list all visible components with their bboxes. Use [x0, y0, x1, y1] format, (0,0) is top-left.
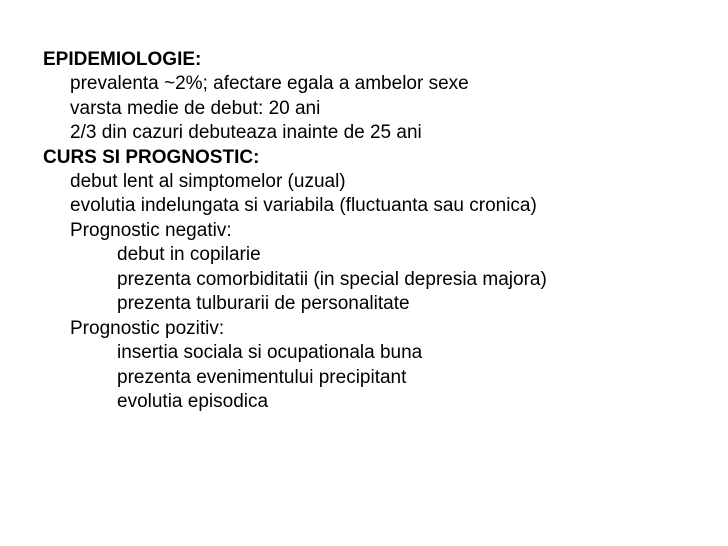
epidemiologie-line: prevalenta ~2%; afectare egala a ambelor sexe — [70, 73, 469, 94]
prognostic-negativ-item: debut in copilarie — [117, 244, 261, 265]
epidemiologie-line: varsta medie de debut: 20 ani — [70, 97, 321, 119]
prognostic-negativ-item: prezenta tulburarii de personalitate — [117, 293, 410, 314]
prognostic-negativ-item: prezenta comorbiditatii (in special depresia majora) — [117, 268, 547, 290]
section-heading-curs-si-prognostic: CURS SI PROGNOSTIC: — [43, 146, 260, 168]
epidemiologie-line: 2/3 din cazuri debuteaza inainte de 25 ani — [70, 122, 422, 143]
prognostic-pozitiv-item: evolutia episodica — [117, 391, 269, 412]
section-heading-epidemiologie: EPIDEMIOLOGIE: — [43, 49, 202, 70]
prognostic-negativ-title: Prognostic negativ: — [70, 219, 232, 241]
prognostic-pozitiv-title: Prognostic pozitiv: — [70, 317, 225, 339]
slide-content — [43, 48, 723, 415]
prognostic-pozitiv-item: prezenta evenimentului precipitant — [117, 366, 407, 388]
curs-line: evolutia indelungata si variabila (fluctuanta sau cronica) — [70, 195, 537, 216]
curs-line: debut lent al simptomelor (uzual) — [70, 170, 346, 192]
prognostic-pozitiv-item: insertia sociala si ocupationala buna — [117, 342, 423, 363]
